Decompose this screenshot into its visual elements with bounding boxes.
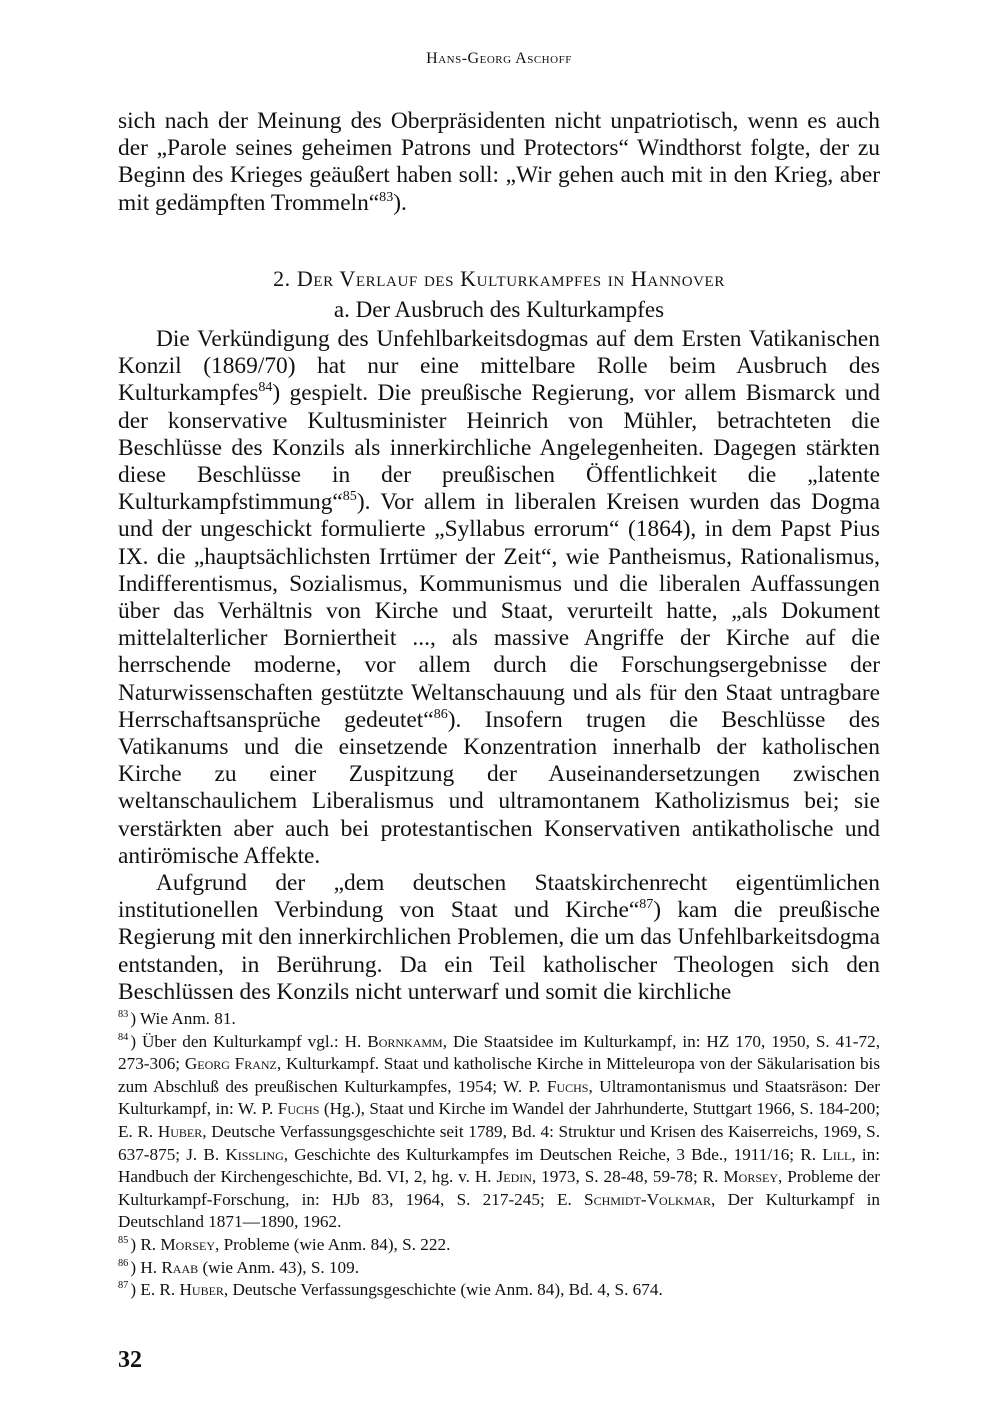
author-name: Lill bbox=[822, 1144, 852, 1164]
footnote-85 bbox=[118, 1234, 880, 1257]
footnote-86 bbox=[118, 1257, 880, 1280]
footnote-text: (wie Anm. 43), S. 109. bbox=[198, 1257, 360, 1277]
footnote-mark: 83 bbox=[118, 1009, 129, 1021]
footnote-83 bbox=[118, 1008, 880, 1031]
footnote-text: , Deutsche Verfassungsgeschichte (wie Anm. 84), Bd. 4, S. 674. bbox=[223, 1280, 663, 1300]
footnote-text: ) R. bbox=[130, 1234, 161, 1254]
author-name: Fuchs bbox=[546, 1076, 589, 1096]
footnote-text: , Deutsche Verfassungsgeschichte seit 1789, Bd. 4: Struktur und Krisen des Kaiserreichs, 1969, S. 637-875; J. B. bbox=[118, 1121, 880, 1164]
footnote-mark: 87 bbox=[118, 1280, 129, 1292]
intro-tail: ). bbox=[393, 189, 407, 216]
footnotes bbox=[118, 1008, 880, 1302]
footnote-ref-83[interactable]: 83 bbox=[379, 188, 394, 205]
footnote-text: ) Wie Anm. 81. bbox=[130, 1009, 236, 1028]
author-name: Fuchs bbox=[277, 1099, 320, 1119]
footnote-text: , in: Handbuch der Kirchengeschichte, Bd. VI, 2, hg. v. H. bbox=[118, 1144, 880, 1187]
paragraph-2 bbox=[118, 870, 880, 1006]
footnote-text: , Der Kulturkampf in Deutschland 1871—1890, 1962. bbox=[118, 1189, 880, 1232]
footnote-text: , Kulturkampf. Staat und katholische Kirche in Mitteleuropa von der Säkularisation bis zum Abschluß des preußischen Kulturkampfes, 1954; W. P. bbox=[118, 1054, 881, 1096]
footnote-text: , Die Staatsidee im Kulturkampf, in: HZ 170, 1950, S. 41-72, 273-306; bbox=[118, 1031, 880, 1074]
footnote-mark: 85 bbox=[118, 1235, 129, 1247]
footnote-ref-86[interactable]: 86 bbox=[433, 706, 448, 723]
paragraph-2-part-b: ) kam die preußische Regierung mit den innerkirchlichen Problemen, die um das Unfehlbarkeitsdogma entstanden, in Berührung. Da ein Teil katholischer Theologen sich den Beschlüssen des Konzils nicht unterwarf und somit die kirchliche bbox=[118, 897, 880, 1005]
footnote-mark: 86 bbox=[118, 1257, 129, 1269]
footnote-text: ) E. R. bbox=[130, 1280, 180, 1300]
footnote-text: , Probleme der Kulturkampf-Forschung, in: HJb 83, 1964, S. 217-245; E. bbox=[118, 1167, 881, 1209]
paragraph-2-part-a: Aufgrund der „dem deutschen Staatskirchenrecht eigentümlichen institutionellen Verbindung von Staat und Kirche“ bbox=[118, 870, 880, 924]
footnote-84 bbox=[118, 1031, 880, 1234]
author-name: Huber bbox=[179, 1280, 224, 1300]
paragraph-1 bbox=[118, 326, 880, 870]
footnote-text: , Probleme (wie Anm. 84), S. 222. bbox=[215, 1234, 451, 1254]
subsection-title: a. Der Ausbruch des Kulturkampfes bbox=[333, 297, 665, 322]
footnote-text: ) Über den Kulturkampf vgl.: H. bbox=[130, 1031, 368, 1051]
author-name: Bornkamm bbox=[367, 1031, 443, 1051]
author-name: Morsey bbox=[160, 1234, 216, 1254]
paragraph-1-part-d: ). Insofern trugen die Beschlüsse des Vatikanums und die einsetzende Konzentration innerhalb der katholischen Kirche zu einer Zuspitzung der Auseinandersetzungen zwischen weltanschaulichem Liberalismus und ultramontanem Katholizismus bei; sie verstärkten aber auch bei protestantischen Konservativen antikatholische und antirömische Affekte. bbox=[118, 706, 880, 869]
footnote-text: (Hg.), Staat und Kirche im Wandel der Jahrhunderte, Stuttgart 1966, S. 184-200; E. R. bbox=[118, 1099, 880, 1141]
footnote-87 bbox=[118, 1279, 880, 1302]
paragraph-1-part-b: ) gespielt. Die preußische Regierung, vor allem Bismarck und der konservative Kultusminister Heinrich von Mühler, betrachteten die Beschlüsse des Konzils als innerkirchliche Angelegenheiten. Dagegen stärkten diese Beschlüsse in der preußischen Öffentlichkeit die „latente Kulturkampfstimmung“ bbox=[118, 380, 880, 516]
main-text bbox=[118, 326, 880, 1006]
footnote-text: , Geschichte des Kulturkampfes im Deutschen Reiche, 3 Bde., 1911/16; R. bbox=[283, 1144, 823, 1164]
footnote-ref-85[interactable]: 85 bbox=[342, 488, 357, 505]
footnote-ref-84[interactable]: 84 bbox=[258, 379, 273, 396]
footnote-ref-87[interactable]: 87 bbox=[639, 896, 654, 913]
footnote-text: ) H. bbox=[130, 1257, 162, 1277]
author-name: Schmidt-Volkmar bbox=[584, 1189, 712, 1209]
author-name: Kissling bbox=[225, 1144, 284, 1164]
paragraph-1-part-a: Die Verkündigung des Unfehlbarkeitsdogmas auf dem Ersten Vatikanischen Konzil (1869/70) hat nur eine mittelbare Rolle beim Ausbruch des Kulturkampfes bbox=[118, 326, 880, 407]
footnote-text: , 1973, S. 28-48, 59-78; R. bbox=[531, 1167, 724, 1187]
author-name: Jedin bbox=[496, 1167, 532, 1187]
footnote-mark: 84 bbox=[118, 1031, 129, 1043]
footnote-text: , Ultramontanismus und Staatsräson: Der Kulturkampf, in: W. P. bbox=[118, 1076, 880, 1119]
author-name: Morsey bbox=[723, 1167, 779, 1187]
paragraph-1-part-c: ). Vor allem in liberalen Kreisen wurden das Dogma und der ungeschickt formulierte „Syllabus errorum“ (1864), in dem Papst Pius IX. die „hauptsächlichsten Irrtümer der Zeit“, wie Pantheismus, Rationalismus, Indifferentismus, Sozialismus, Kommunismus und die liberalen Auffassungen über das Verhältnis von Kirche und Staat, verurteilt hatte, „als Dokument mittelalterlicher Borniertheit ..., als massive Angriffe der Kirche auf die herrschende moderne, vor allem durch die Forschungsergebnisse der Naturwissenschaften gestützte Weltanschauung und als für den Staat untragbare Herrschaftsansprüche gedeutet“ bbox=[118, 489, 880, 733]
intro-paragraph bbox=[118, 108, 880, 217]
author-name: Raab bbox=[161, 1257, 199, 1277]
intro-text: sich nach der Meinung des Oberpräsidenten nicht unpatriotisch, wenn es auch der „Parole seines geheimen Patrons und Protectors“ Windthorst folgte, der zu Beginn des Krieges geäußert haben soll: „Wir gehen auch mit in den Krieg, aber mit gedämpften Trommeln“ bbox=[118, 108, 880, 216]
section-title: 2. Der Verlauf des Kulturkampfes in Hannover bbox=[273, 266, 725, 291]
running-head: Hans-Georg Aschoff bbox=[426, 50, 572, 67]
page-number: 32 bbox=[118, 1347, 142, 1373]
author-name: Huber bbox=[157, 1121, 203, 1141]
author-name: Georg Franz bbox=[184, 1054, 277, 1074]
